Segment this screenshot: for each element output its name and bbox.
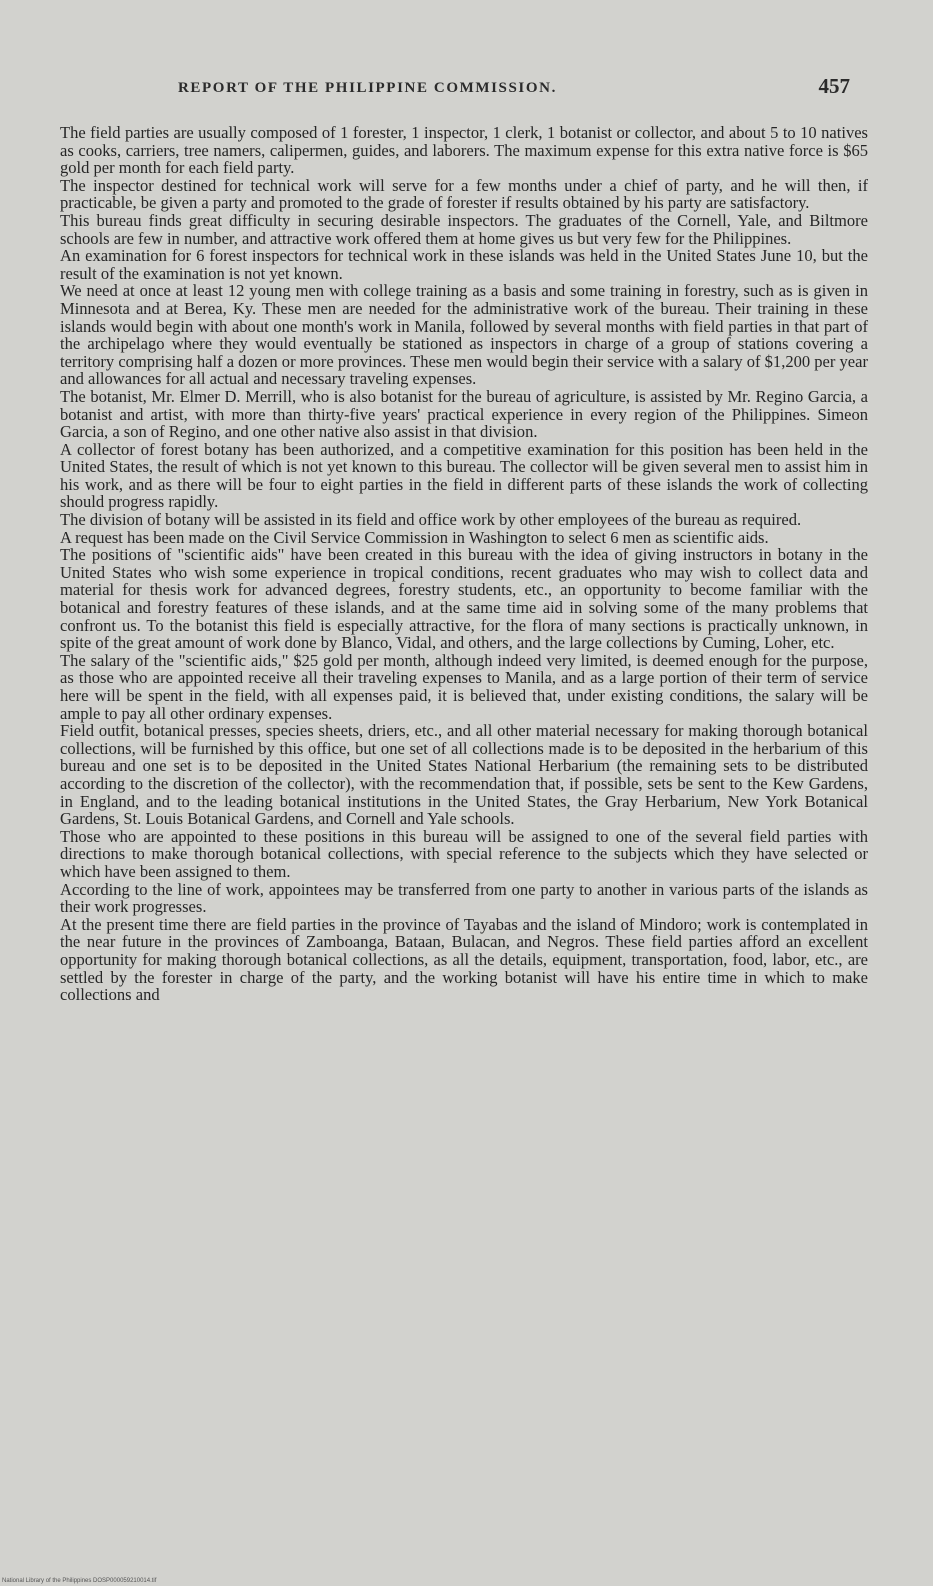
running-head: REPORT OF THE PHILIPPINE COMMISSION.	[178, 80, 557, 96]
paragraph: A collector of forest botany has been authorized, and a competitive examination for this position has been held in the United States, the result of which is not yet known to this bureau. The collector will be given several men to assist him in his work, and as there will be four to eight parties in the field in different parts of these islands the work of collecting should progress rapidly.	[60, 439, 868, 512]
paragraph: Those who are appointed to these positions in this bureau will be assigned to one of the several field parties with directions to make thorough botanical collections, with special reference to the subjects which they have selected or which have been assigned to them.	[60, 826, 868, 881]
paragraph: An examination for 6 forest inspectors for technical work in these islands was held in the United States June 10, but the result of the examination is not yet known.	[60, 246, 868, 283]
paragraph: The field parties are usually composed of 1 forester, 1 inspector, 1 clerk, 1 botanist or collector, and about 5 to 10 natives as cooks, carriers, tree namers, calipermen, guides, and laborers. The maximum expense for this extra native force is $65 gold per month for each field party.	[60, 123, 868, 178]
page-header	[170, 74, 850, 104]
paragraph: This bureau finds great difficulty in securing desirable inspectors. The graduates of the Cornell, Yale, and Biltmore schools are few in number, and attractive work offered them at home gives us but very few for the Philippines.	[60, 210, 868, 248]
paragraph: A request has been made on the Civil Service Commission in Washington to select 6 men as scientific aids.	[60, 527, 769, 547]
paragraph: The positions of "scientific aids" have been created in this bureau with the idea of giving instructors in botany in the United States who wish some experience in tropical conditions, recent graduates who may wish to collect data and material for thesis work for advanced degrees, forestry students, etc., an opportunity to become familiar with the botanical and forestry features of these islands, and at the same time aid in solving some of the many problems that confront us. To the botanist this field is especially attractive, for the flora of many sections is practically unknown, in spite of the great amount of work done by Blanco, Vidal, and others, and the large collections by Cuming, Loher, etc.	[60, 545, 868, 653]
scan-footer: National Library of the Philippines DOSP000059210014.tif	[2, 1578, 157, 1584]
paragraph: We need at once at least 12 young men with college training as a basis and some training in forestry, such as is given in Minnesota and at Berea, Ky. These men are needed for the administrative work of the bureau. Their training in these islands would begin with about one month's work in Manila, followed by several months with field parties in that part of the archipelago where they would eventually be stationed as inspectors in charge of a group of stations covering a territory comprising half a dozen or more provinces. These men would begin their service with a salary of $1,200 per year and allowances for all actual and necessary traveling expenses.	[60, 281, 868, 389]
paragraph: The salary of the "scientific aids," $25 gold per month, although indeed very limited, is deemed enough for the purpose, as those who are appointed receive all their traveling expenses to Manila, and as a large portion of their term of service here will be spent in the field, with all expenses paid, it is believed that, under existing conditions, the salary will be ample to pay all other ordinary expenses.	[60, 650, 868, 723]
paragraph: At the present time there are field parties in the province of Tayabas and the island of Mindoro; work is contemplated in the near future in the provinces of Zamboanga, Bataan, Bulacan, and Negros. These field parties afford an excellent opportunity for making thorough botanical collections, as all the details, equipment, transportation, food, labor, etc., are settled by the forester in charge of the party, and the working botanist will have his entire time in which to make collections and	[60, 914, 868, 1005]
paragraph: The inspector destined for technical work will serve for a few months under a chief of party, and he will then, if practicable, be given a party and promoted to the grade of forester if results obtained by his party are satisfactory.	[60, 175, 868, 213]
paragraph: According to the line of work, appointees may be transferred from one party to another in various parts of the islands as their work progresses.	[60, 879, 868, 917]
paragraph: The botanist, Mr. Elmer D. Merrill, who is also botanist for the bureau of agriculture, is assisted by Mr. Regino Garcia, a botanist and artist, with more than thirty-five years' practical experience in every region of the Philippines. Simeon Garcia, a son of Regino, and one other native also assist in that division.	[60, 386, 868, 442]
paragraph: Field outfit, botanical presses, species sheets, driers, etc., and all other material necessary for making thorough botanical collections, will be furnished by this office, but one set of all collections made is to be deposited in the herbarium of this bureau and one set is to be deposited in the United States National Herbarium (the remaining sets to be distributed according to the discretion of the collector), with the recommendation that, if possible, sets be sent to the Kew Gardens, in England, and to the leading botanical institutions in the United States, the Gray Herbarium, New York Botanical Gardens, St. Louis Botanical Gardens, and Cornell and Yale schools.	[60, 721, 868, 829]
body-text	[60, 124, 868, 1004]
paragraph: The division of botany will be assisted in its field and office work by other employees of the bureau as required.	[60, 510, 802, 530]
page-number: 457	[818, 74, 850, 98]
